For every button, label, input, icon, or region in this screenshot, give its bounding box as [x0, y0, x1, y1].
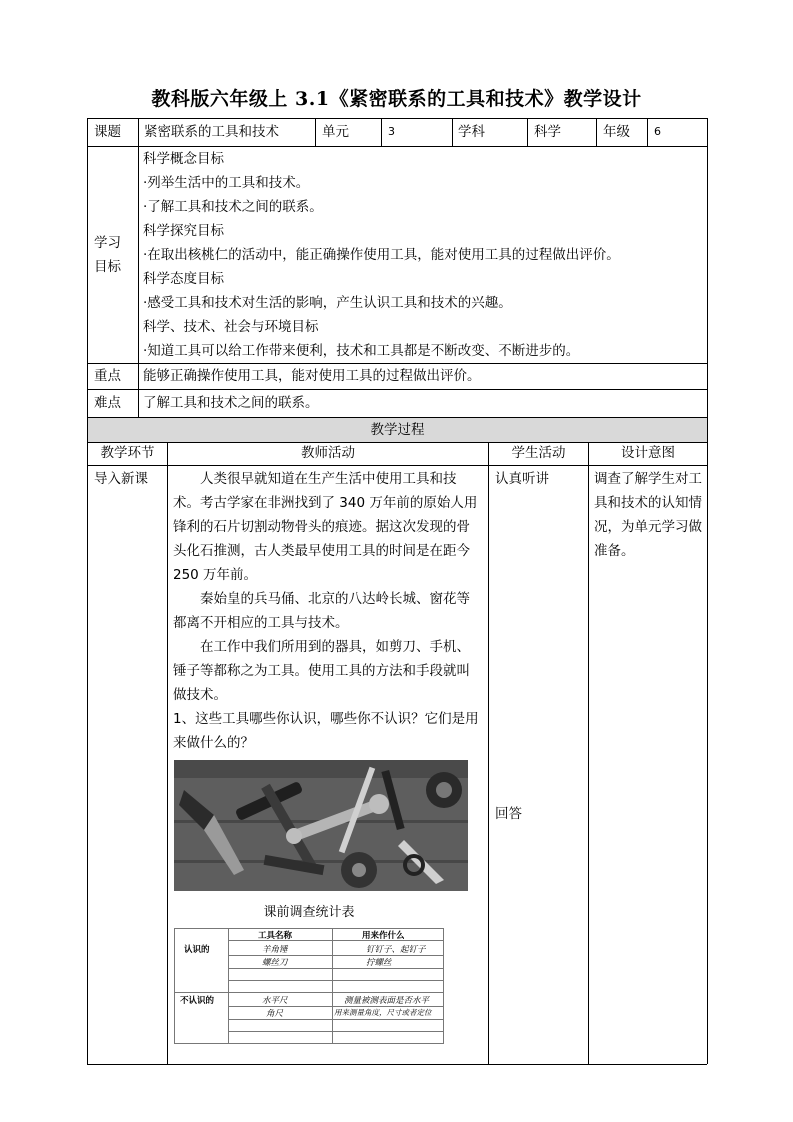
goals-content — [143, 147, 703, 363]
survey-unknown-label: 不认识的 — [180, 996, 215, 1006]
difficulty-label: 难点 — [94, 395, 121, 411]
teacher-paragraph: 在工作中我们所用到的器具，如剪刀、手机、锤子等都称之为工具。使用工具的方法和手段就叫做技术。 — [173, 639, 470, 703]
goal-line: 科学探究目标 — [143, 223, 224, 239]
header-intent: 设计意图 — [621, 445, 675, 461]
key-point-label: 重点 — [94, 368, 121, 384]
survey-caption: 课前调查统计表 — [263, 905, 355, 920]
process-banner: 教学过程 — [370, 422, 425, 438]
goal-line: ·感受工具和技术对生活的影响，产生认识工具和技术的兴趣。 — [143, 295, 512, 311]
grade-label: 年级 — [603, 124, 630, 140]
goal-line: 科学态度目标 — [143, 271, 224, 287]
header-stage: 教学环节 — [100, 445, 155, 461]
teacher-paragraph: 人类很早就知道在生产生活中使用工具和技术。考古学家在非洲找到了 340 万年前的原始人用锋利的石片切割动物骨头的痕迹。据这次发现的骨头化石推测，古人类最早使用工具的时间是在距今 250 万年前。 — [173, 471, 478, 583]
goals-label-line1: 学习 — [94, 235, 121, 251]
survey-col-name: 工具名称 — [258, 931, 293, 941]
header-student: 学生活动 — [511, 445, 566, 461]
stage-name: 导入新课 — [94, 471, 148, 487]
survey-known-name: 螺丝刀 — [262, 958, 288, 968]
survey-known-use: 钉钉子、起钉子 — [366, 945, 426, 955]
survey-known-label: 认识的 — [184, 945, 210, 955]
goal-line: 科学概念目标 — [143, 151, 224, 167]
tools-photo — [174, 760, 468, 891]
survey-table — [174, 928, 444, 1044]
goal-line: ·在取出核桃仁的活动中，能正确操作使用工具，能对使用工具的过程做出评价。 — [143, 247, 620, 263]
grade-value: 6 — [654, 125, 661, 138]
teacher-question: 1、这些工具哪些你认识，哪些你不认识？它们是用来做什么的？ — [173, 711, 479, 751]
goal-line: ·列举生活中的工具和技术。 — [143, 175, 310, 191]
student-activity-listen: 认真听讲 — [495, 471, 549, 487]
difficulty-value: 了解工具和技术之间的联系。 — [143, 395, 319, 411]
survey-unknown-use: 用来测量角度，尺寸或者定位 — [334, 1008, 432, 1017]
teacher-paragraph: 秦始皇的兵马俑、北京的八达岭长城、窗花等都离不开相应的工具与技术。 — [173, 591, 470, 631]
unit-value: 3 — [388, 125, 395, 138]
document-title: 教科版六年级上 3.1《紧密联系的工具和技术》教学设计 — [151, 88, 642, 110]
survey-col-use: 用来作什么 — [362, 931, 405, 941]
survey-unknown-use: 测量被测表面是否水平 — [344, 996, 430, 1006]
survey-unknown-name: 角尺 — [266, 1009, 284, 1019]
goal-line: ·知道工具可以给工作带来便利，技术和工具都是不断改变、不断进步的。 — [143, 343, 580, 359]
design-intent: 调查了解学生对工具和技术的认知情况，为单元学习做准备。 — [594, 471, 702, 559]
goal-line: ·了解工具和技术之间的联系。 — [143, 199, 323, 215]
goal-line: 科学、技术、社会与环境目标 — [143, 319, 319, 335]
key-point-value: 能够正确操作使用工具，能对使用工具的过程做出评价。 — [143, 368, 481, 384]
goals-label-line2: 目标 — [94, 259, 121, 275]
topic-value: 紧密联系的工具和技术 — [144, 124, 279, 140]
goals-label — [94, 231, 134, 279]
survey-unknown-name: 水平尺 — [262, 996, 288, 1006]
topic-label: 课题 — [94, 124, 121, 140]
subject-label: 学科 — [458, 124, 485, 140]
student-activity-answer: 回答 — [495, 806, 522, 822]
survey-known-name: 羊角锤 — [262, 945, 288, 955]
subject-value: 科学 — [534, 124, 561, 140]
teacher-activity — [173, 467, 483, 755]
header-teacher: 教师活动 — [301, 445, 355, 461]
survey-known-use: 拧螺丝 — [366, 958, 392, 968]
tools-photo-icon — [174, 760, 468, 891]
unit-label: 单元 — [322, 124, 349, 140]
